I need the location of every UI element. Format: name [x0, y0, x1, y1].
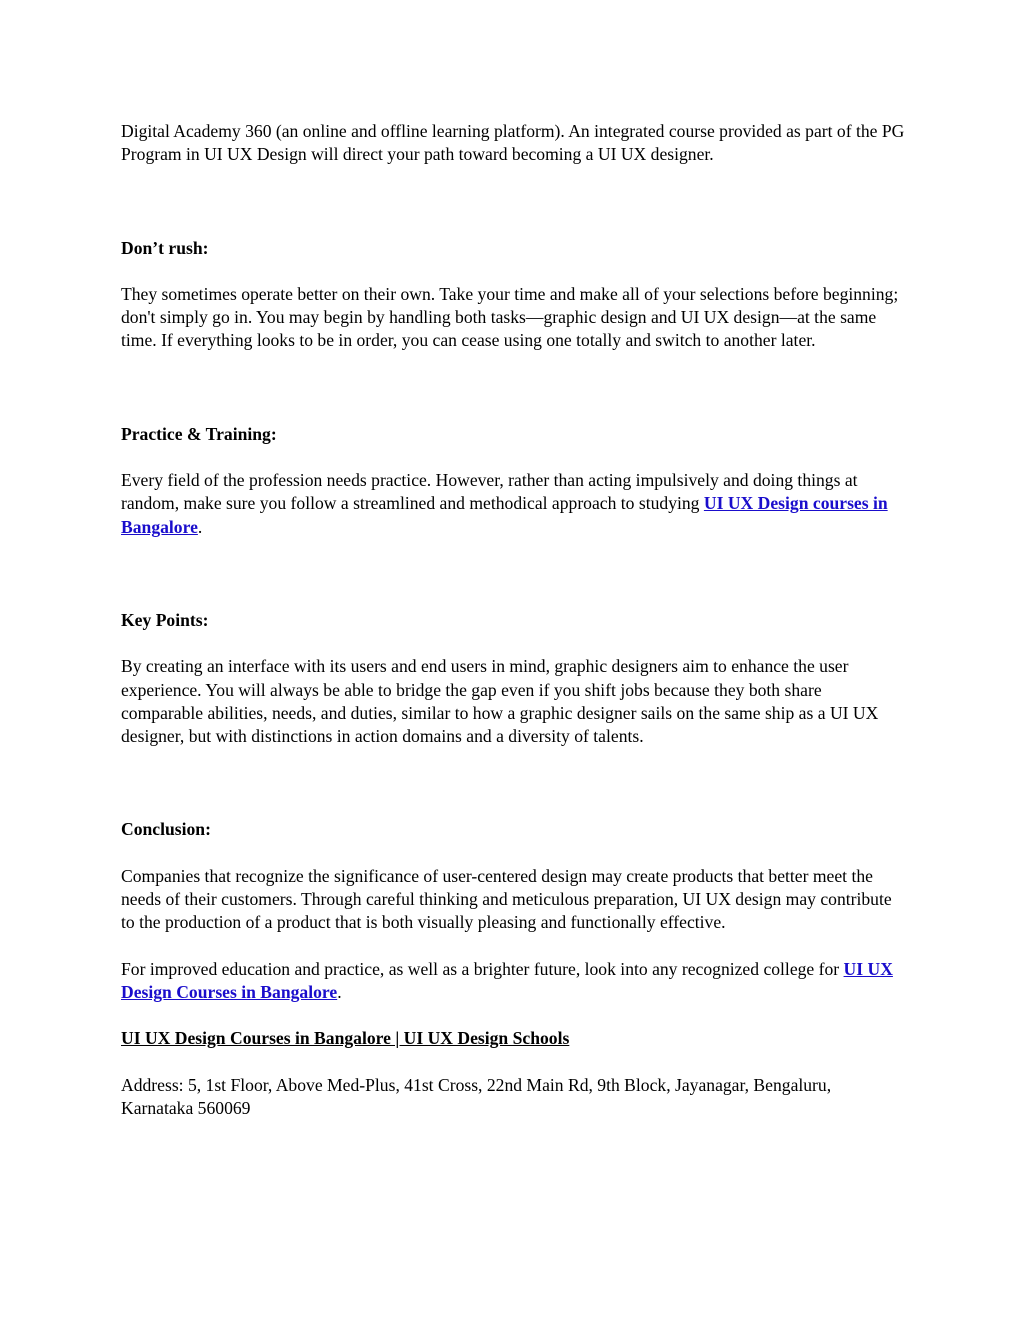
section-body-key-points: By creating an interface with its users and end users in mind, graphic designers aim to enhance the user experience. You will always be able to bridge the gap even if you shift jobs because they both share comparable abilities, needs, and duties, similar to how a graphic designer sails on the same ship as a UI UX designer, but with distinctions in action domains and a diversity of talents.	[121, 656, 879, 747]
footer-title: UI UX Design Courses in Bangalore | UI UX Design Schools	[121, 1028, 570, 1049]
section-heading-key-points: Key Points:	[121, 609, 209, 630]
section-body-dont-rush: They sometimes operate better on their own. Take your time and make all of your selections before beginning; don't simply go in. You may begin by handling both tasks—graphic design and UI UX design—at the same time. If everything looks to be in order, you can cease using one totally and switch to another later.	[121, 283, 899, 351]
section-heading-dont-rush: Don’t rush:	[121, 237, 209, 258]
ui-ux-courses-bangalore-link[interactable]: UI UX Design Courses in Bangalore	[121, 958, 893, 1002]
document-page	[121, 120, 906, 1120]
practice-body-end: .	[197, 516, 203, 537]
section-body-practice-training	[121, 469, 906, 539]
section-body-conclusion: Companies that recognize the significance of user-centered design may create products that better meet the needs of their customers. Through careful thinking and meticulous preparation, UI UX design may contribute to the production of a product that is both visually pleasing and functionally effective.	[121, 865, 892, 933]
conclusion-closing-paragraph	[121, 958, 906, 1005]
ui-ux-courses-link[interactable]: UI UX Design courses in Bangalore	[121, 493, 888, 537]
practice-body-text: Every field of the profession needs practice. However, rather than acting impulsively and doing things at random, make sure you follow a streamlined and methodical approach to studying	[121, 470, 858, 514]
closing-text: For improved education and practice, as well as a brighter future, look into any recognized college for	[121, 958, 844, 979]
section-heading-conclusion: Conclusion:	[121, 819, 211, 840]
intro-paragraph: Digital Academy 360 (an online and offline learning platform). An integrated course provided as part of the PG Program in UI UX Design will direct your path toward becoming a UI UX designer.	[121, 121, 905, 165]
section-heading-practice-training: Practice & Training:	[121, 423, 277, 444]
footer-address: Address: 5, 1st Floor, Above Med-Plus, 41st Cross, 22nd Main Rd, 9th Block, Jayanagar, Bengaluru, Karnataka 560069	[121, 1074, 832, 1118]
closing-text-end: .	[337, 981, 342, 1002]
